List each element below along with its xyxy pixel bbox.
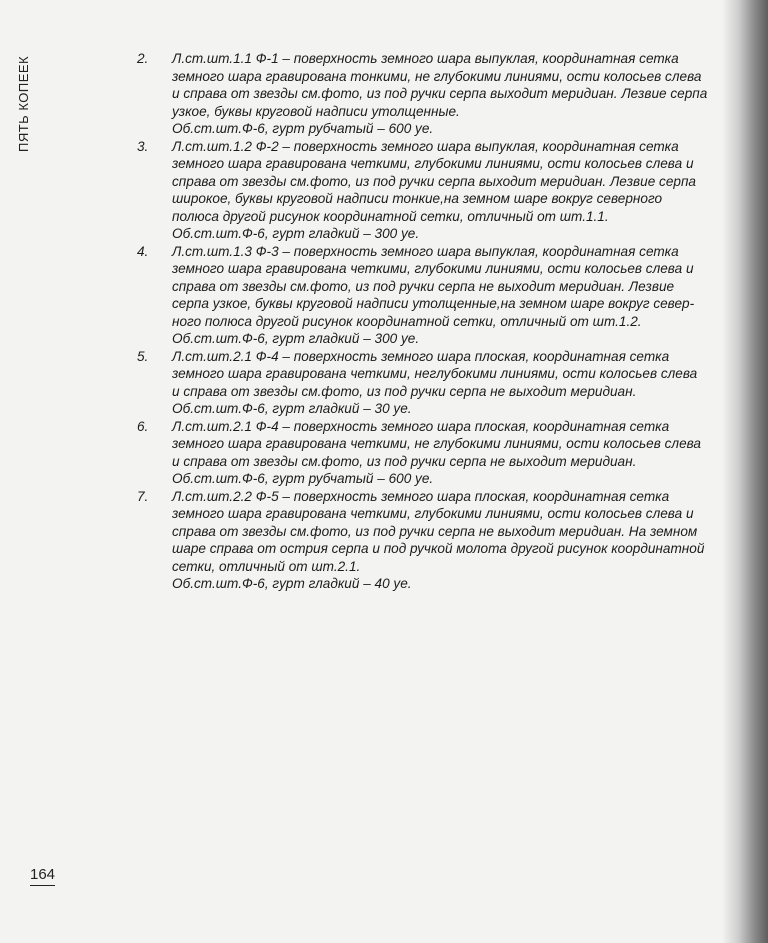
item-line: Об.ст.шт.Ф-6, гурт гладкий – 40 уе. (172, 576, 412, 591)
item-line: Л.ст.шт.1.3 Ф-3 – поверхность земного шара выпуклая, координатная сетка (172, 243, 679, 259)
item-line: Об.ст.шт.Ф-6, гурт рубчатый – 600 уе. (172, 471, 434, 486)
item-line: шаре справа от острия серпа и под ручкой молота другой рисунок координатной (172, 541, 705, 556)
item-line: земного шара гравирована четкими, глубокими линиями, ости колосьев слева и (172, 156, 694, 171)
list-item (137, 348, 768, 418)
item-number: 5. (137, 348, 149, 364)
item-line: справа от звезды см.фото, из под ручки серпа не выходит меридиан. Лезвие (172, 278, 675, 294)
item-line: ного полюса другой рисунок координатной сетки, отличный от шт.1.2. (172, 313, 642, 329)
list-item (137, 138, 768, 243)
item-number: 4. (137, 243, 149, 259)
item-number: 6. (137, 418, 149, 434)
item-line: полюса другой рисунок координатной сетки, отличный от шт.1.1. (172, 208, 609, 224)
item-number: 3. (137, 138, 149, 154)
list-item (137, 488, 768, 593)
item-line: справа от звезды см.фото, из под ручки серпа не выходит меридиан. На земном (172, 523, 698, 539)
item-line: и справа от звезды см.фото, из под ручки серпа не выходит меридиан. (172, 453, 637, 469)
item-line: Об.ст.шт.Ф-6, гурт гладкий – 300 уе. (172, 331, 420, 346)
item-line: земного шара гравирована четкими, неглубокими линиями, ости колосьев слева (172, 366, 698, 381)
item-line: и справа от звезды см.фото, из под ручки серпа не выходит меридиан. (172, 383, 637, 399)
item-number: 2. (137, 51, 149, 66)
item-line: земного шара гравирована четкими, глубокими линиями, ости колосьев слева и (172, 261, 694, 276)
item-line: Л.ст.шт.2.1 Ф-4 – поверхность земного шара плоская, координатная сетка (172, 348, 670, 364)
binding-shadow (722, 0, 768, 943)
item-line: серпа узкое, буквы круговой надписи утолщенные,на земном шаре вокруг север- (172, 296, 695, 311)
item-line: широкое, буквы круговой надписи тонкие,на земном шаре вокруг северного (172, 191, 663, 206)
item-line: Об.ст.шт.Ф-6, гурт гладкий – 30 уе. (172, 401, 412, 416)
item-line: справа от звезды см.фото, из под ручки серпа выходит меридиан. Лезвие серпа (172, 173, 696, 189)
item-number: 7. (137, 488, 149, 504)
page-number: 164 (30, 866, 55, 886)
running-head: ПЯТЬ КОПЕЕК (16, 55, 31, 152)
item-line: Л.ст.шт.1.2 Ф-2 – поверхность земного шара выпуклая, координатная сетка (172, 138, 679, 154)
item-line: Об.ст.шт.Ф-6, гурт гладкий – 300 уе. (172, 226, 420, 241)
item-line: и справа от звезды см.фото, из под ручки серпа выходит меридиан. Лезвие серпа (172, 86, 708, 101)
item-line: узкое, буквы круговой надписи утолщенные. (172, 103, 460, 119)
item-line: земного шара гравирована четкими, не глубокими линиями, ости колосьев слева (172, 436, 701, 451)
item-line: земного шара гравирована тонкими, не глубокими линиями, ости колосьев слева (172, 68, 702, 84)
variety-list (137, 50, 768, 593)
list-item (137, 50, 768, 138)
item-line: Л.ст.шт.2.2 Ф-5 – поверхность земного шара плоская, координатная сетка (172, 488, 670, 504)
list-item (137, 243, 768, 348)
item-line: Об.ст.шт.Ф-6, гурт рубчатый – 600 уе. (172, 121, 434, 136)
item-line: сетки, отличный от шт.2.1. (172, 558, 361, 574)
list-item (137, 418, 768, 488)
item-line: Л.ст.шт.1.1 Ф-1 – поверхность земного шара выпуклая, координатная сетка (172, 51, 679, 66)
item-line: земного шара гравирована четкими, глубокими линиями, ости колосьев слева и (172, 506, 694, 521)
item-line: Л.ст.шт.2.1 Ф-4 – поверхность земного шара плоская, координатная сетка (172, 418, 670, 434)
